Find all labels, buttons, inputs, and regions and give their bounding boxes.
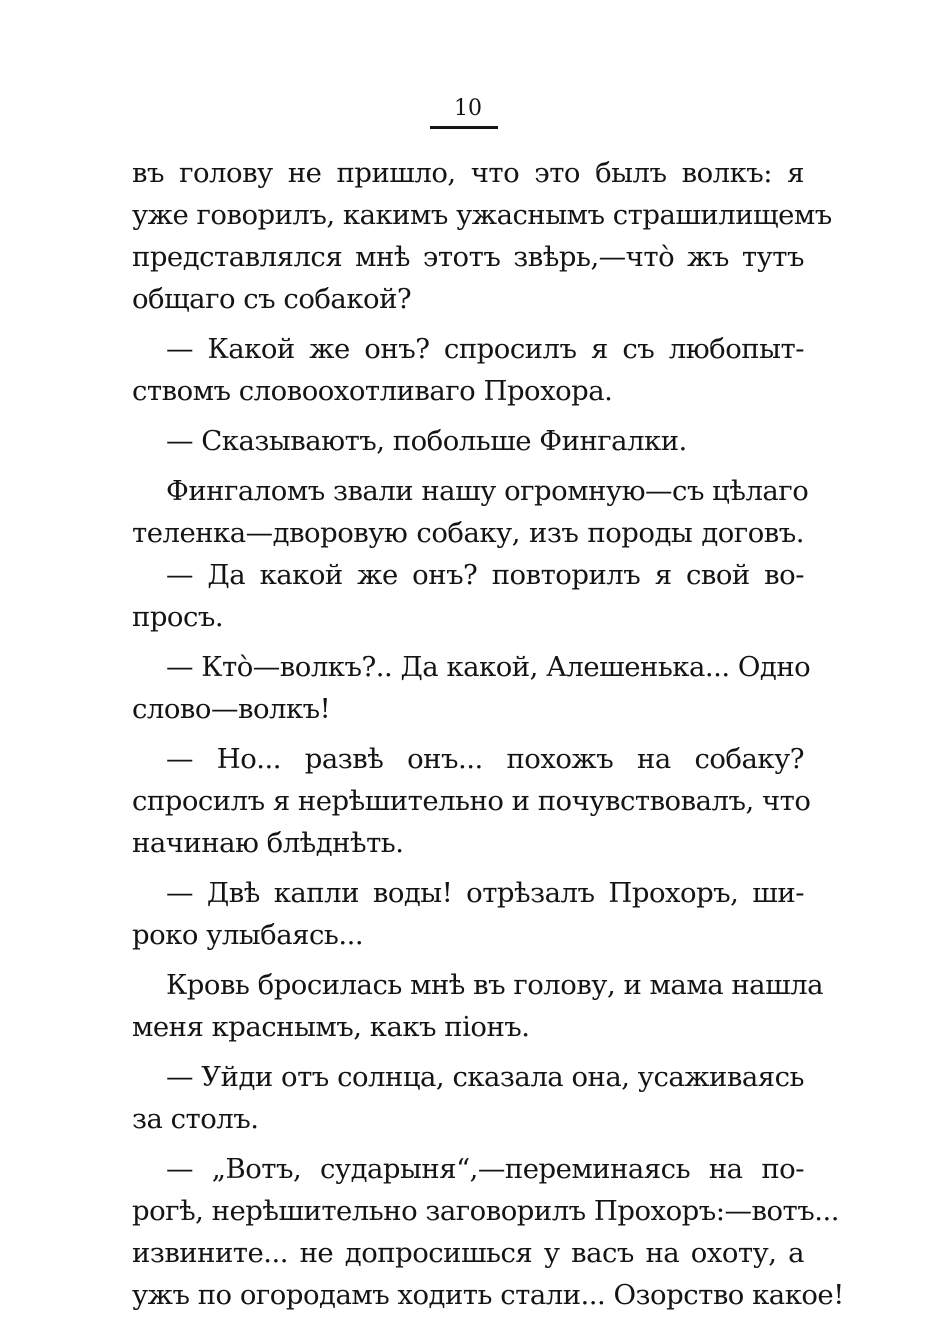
text-line: въ голову не пришло, что это былъ волкъ: я xyxy=(132,157,804,189)
text-line: за столъ. xyxy=(132,1103,259,1135)
text-line: извините... не допросишься у васъ на охоту, а xyxy=(132,1237,804,1269)
text-line: роко улыбаясь... xyxy=(132,919,364,951)
body-text xyxy=(132,152,844,1316)
text-line: слово—волкъ! xyxy=(132,693,331,725)
text-line: — Да какой же онъ? повторилъ я свой во- xyxy=(166,559,804,591)
text-line: Кровь бросилась мнѣ въ голову, и мама нашла xyxy=(166,969,824,1001)
text-line: начинаю блѣднѣть. xyxy=(132,827,404,859)
text-line: просъ. xyxy=(132,601,224,633)
page-number-rule xyxy=(430,126,498,129)
text-line: теленка—дворовую собаку, изъ породы договъ. xyxy=(132,517,804,549)
text-line: представлялся мнѣ этотъ звѣрь,—что̀ жъ тутъ xyxy=(132,241,804,273)
text-line: — Уйди отъ солнца, сказала она, усаживаясь xyxy=(166,1061,804,1093)
page-number: 10 xyxy=(454,96,482,121)
text-line: — Но... развѣ онъ... похожъ на собаку? xyxy=(166,743,804,775)
text-line: — Кто̀—волкъ?.. Да какой, Алешенька... Одно xyxy=(166,651,811,683)
text-line: рогѣ, нерѣшительно заговорилъ Прохоръ:—вотъ... xyxy=(132,1195,839,1227)
text-line: ужъ по огородамъ ходить стали... Озорство какое! xyxy=(132,1279,844,1311)
text-line: — Сказываютъ, побольше Фингалки. xyxy=(166,425,687,457)
text-line: — Какой же онъ? спросилъ я съ любопыт- xyxy=(166,333,804,365)
text-line: — Двѣ капли воды! отрѣзалъ Прохоръ, ши- xyxy=(166,877,804,909)
text-line: общаго съ собакой? xyxy=(132,283,412,315)
text-line: спросилъ я нерѣшительно и почувствовалъ, что xyxy=(132,785,811,817)
text-line: меня краснымъ, какъ піонъ. xyxy=(132,1011,530,1043)
text-line: — „Вотъ, сударыня“,—переминаясь на по- xyxy=(166,1153,804,1185)
text-line: ствомъ словоохотливаго Прохора. xyxy=(132,375,613,407)
text-line: Фингаломъ звали нашу огромную—съ цѣлаго xyxy=(166,475,809,507)
text-line: уже говорилъ, какимъ ужаснымъ страшилищемъ xyxy=(132,199,832,231)
